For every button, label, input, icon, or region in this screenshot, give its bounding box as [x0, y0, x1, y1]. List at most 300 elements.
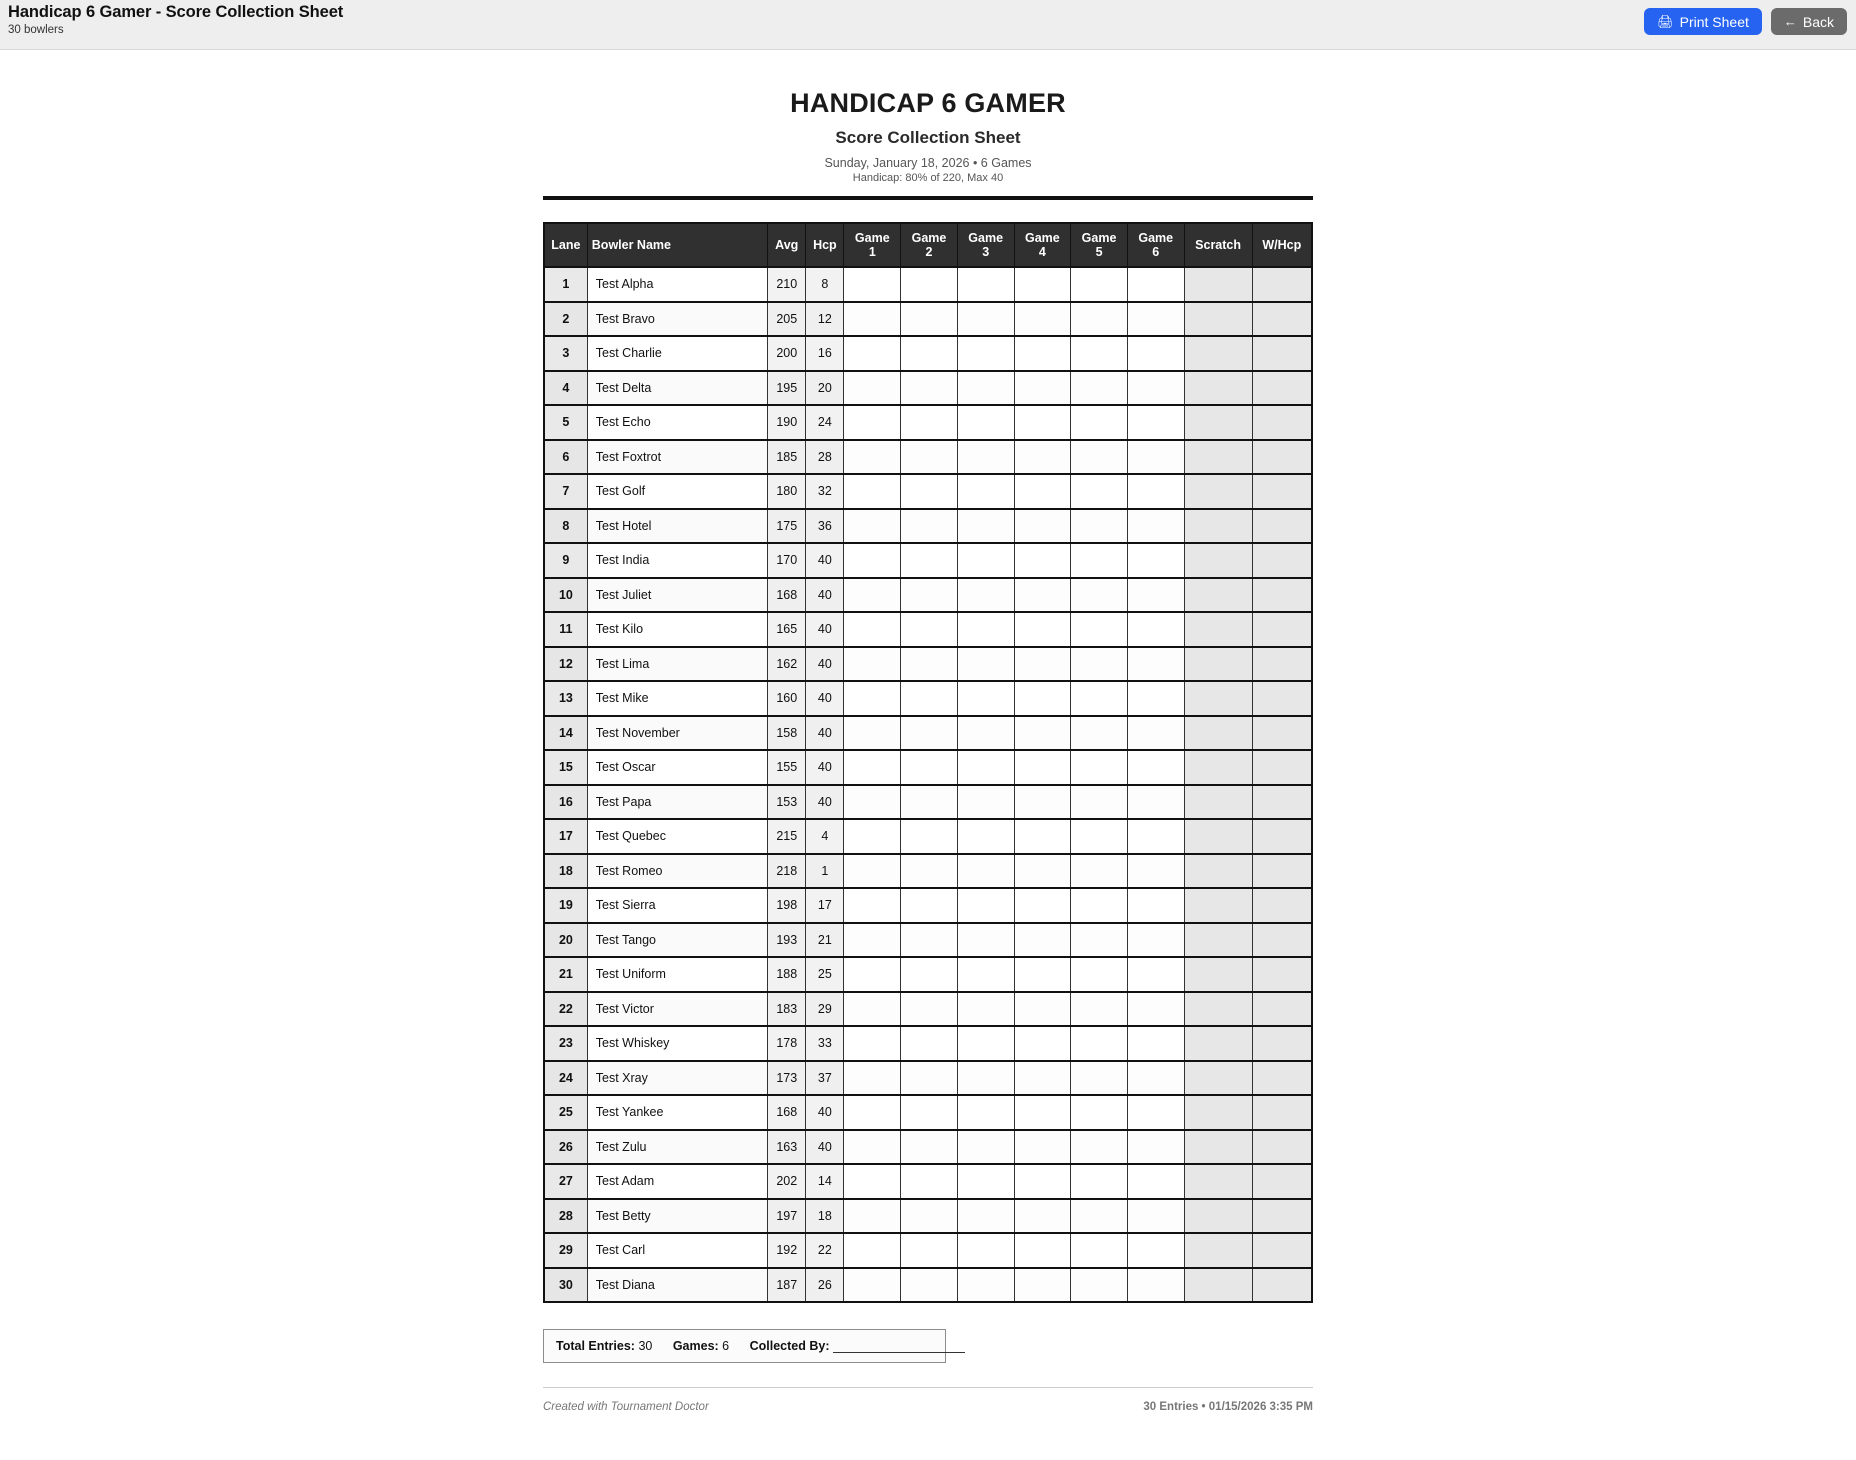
cell-hcp: 18 — [806, 1199, 844, 1234]
cell-game-3-entry[interactable] — [957, 750, 1014, 785]
collected-by-group — [750, 1339, 965, 1353]
cell-game-4-entry[interactable] — [1014, 1164, 1071, 1199]
cell-game-6-entry[interactable] — [1127, 440, 1184, 475]
cell-with-handicap-total[interactable] — [1252, 923, 1312, 958]
cell-game-5-entry[interactable] — [1071, 1268, 1128, 1303]
print-sheet-button[interactable] — [1644, 8, 1762, 35]
cell-game-1-entry[interactable] — [844, 750, 901, 785]
cell-game-4-entry[interactable] — [1014, 509, 1071, 544]
cell-game-1-entry[interactable] — [844, 923, 901, 958]
cell-lane: 18 — [544, 854, 587, 889]
cell-hcp: 40 — [806, 1130, 844, 1165]
cell-game-5-entry[interactable] — [1071, 785, 1128, 820]
cell-game-1-entry[interactable] — [844, 440, 901, 475]
cell-game-5-entry[interactable] — [1071, 543, 1128, 578]
cell-scratch-total[interactable] — [1184, 578, 1252, 613]
cell-scratch-total[interactable] — [1184, 405, 1252, 440]
cell-with-handicap-total[interactable] — [1252, 785, 1312, 820]
cell-game-4-entry[interactable] — [1014, 1199, 1071, 1234]
column-header-game-6: Game 6 — [1127, 223, 1184, 267]
cell-with-handicap-total[interactable] — [1252, 509, 1312, 544]
cell-lane: 28 — [544, 1199, 587, 1234]
cell-with-handicap-total[interactable] — [1252, 992, 1312, 1027]
cell-scratch-total[interactable] — [1184, 1199, 1252, 1234]
cell-game-2-entry[interactable] — [901, 509, 958, 544]
cell-avg: 178 — [768, 1026, 806, 1061]
cell-game-3-entry[interactable] — [957, 647, 1014, 682]
cell-game-6-entry[interactable] — [1127, 647, 1184, 682]
cell-game-1-entry[interactable] — [844, 474, 901, 509]
cell-with-handicap-total[interactable] — [1252, 957, 1312, 992]
cell-scratch-total[interactable] — [1184, 854, 1252, 889]
cell-game-2-entry[interactable] — [901, 819, 958, 854]
cell-game-3-entry[interactable] — [957, 1095, 1014, 1130]
cell-game-1-entry[interactable] — [844, 336, 901, 371]
cell-game-2-entry[interactable] — [901, 267, 958, 302]
table-row — [544, 716, 1312, 751]
cell-game-2-entry[interactable] — [901, 336, 958, 371]
cell-game-4-entry[interactable] — [1014, 267, 1071, 302]
cell-game-4-entry[interactable] — [1014, 888, 1071, 923]
cell-hcp: 24 — [806, 405, 844, 440]
cell-game-5-entry[interactable] — [1071, 854, 1128, 889]
cell-game-5-entry[interactable] — [1071, 1164, 1128, 1199]
cell-game-5-entry[interactable] — [1071, 440, 1128, 475]
cell-scratch-total[interactable] — [1184, 785, 1252, 820]
cell-scratch-total[interactable] — [1184, 1130, 1252, 1165]
cell-game-5-entry[interactable] — [1071, 1061, 1128, 1096]
cell-game-2-entry[interactable] — [901, 1130, 958, 1165]
cell-with-handicap-total[interactable] — [1252, 405, 1312, 440]
cell-game-3-entry[interactable] — [957, 957, 1014, 992]
cell-hcp: 40 — [806, 785, 844, 820]
cell-hcp: 33 — [806, 1026, 844, 1061]
cell-game-4-entry[interactable] — [1014, 1130, 1071, 1165]
cell-game-5-entry[interactable] — [1071, 405, 1128, 440]
cell-game-6-entry[interactable] — [1127, 1164, 1184, 1199]
cell-lane: 30 — [544, 1268, 587, 1303]
cell-scratch-total[interactable] — [1184, 647, 1252, 682]
cell-with-handicap-total[interactable] — [1252, 1095, 1312, 1130]
summary-box — [543, 1329, 946, 1363]
cell-lane: 29 — [544, 1233, 587, 1268]
cell-game-2-entry[interactable] — [901, 440, 958, 475]
back-label: Back — [1802, 13, 1834, 30]
cell-game-1-entry[interactable] — [844, 578, 901, 613]
cell-game-3-entry[interactable] — [957, 612, 1014, 647]
cell-game-6-entry[interactable] — [1127, 819, 1184, 854]
cell-game-3-entry[interactable] — [957, 336, 1014, 371]
cell-game-2-entry[interactable] — [901, 578, 958, 613]
cell-scratch-total[interactable] — [1184, 543, 1252, 578]
cell-scratch-total[interactable] — [1184, 1233, 1252, 1268]
cell-game-5-entry[interactable] — [1071, 647, 1128, 682]
cell-game-1-entry[interactable] — [844, 509, 901, 544]
cell-game-1-entry[interactable] — [844, 1061, 901, 1096]
cell-with-handicap-total[interactable] — [1252, 716, 1312, 751]
cell-scratch-total[interactable] — [1184, 1164, 1252, 1199]
cell-game-4-entry[interactable] — [1014, 474, 1071, 509]
cell-lane: 26 — [544, 1130, 587, 1165]
cell-game-1-entry[interactable] — [844, 302, 901, 337]
cell-game-1-entry[interactable] — [844, 1233, 901, 1268]
cell-scratch-total[interactable] — [1184, 992, 1252, 1027]
cell-game-1-entry[interactable] — [844, 957, 901, 992]
table-row — [544, 854, 1312, 889]
cell-game-3-entry[interactable] — [957, 1164, 1014, 1199]
cell-game-2-entry[interactable] — [901, 647, 958, 682]
cell-game-4-entry[interactable] — [1014, 647, 1071, 682]
cell-game-1-entry[interactable] — [844, 992, 901, 1027]
cell-hcp: 29 — [806, 992, 844, 1027]
cell-game-5-entry[interactable] — [1071, 888, 1128, 923]
table-row — [544, 267, 1312, 302]
cell-avg: 187 — [768, 1268, 806, 1303]
cell-game-2-entry[interactable] — [901, 1026, 958, 1061]
cell-game-5-entry[interactable] — [1071, 509, 1128, 544]
cell-game-3-entry[interactable] — [957, 716, 1014, 751]
cell-game-3-entry[interactable] — [957, 1268, 1014, 1303]
cell-game-5-entry[interactable] — [1071, 923, 1128, 958]
cell-game-2-entry[interactable] — [901, 681, 958, 716]
cell-game-6-entry[interactable] — [1127, 992, 1184, 1027]
cell-scratch-total[interactable] — [1184, 612, 1252, 647]
table-row — [544, 819, 1312, 854]
cell-hcp: 40 — [806, 681, 844, 716]
printer-icon: 🖨 — [1657, 14, 1674, 29]
cell-game-4-entry[interactable] — [1014, 1061, 1071, 1096]
cell-with-handicap-total[interactable] — [1252, 1130, 1312, 1165]
cell-game-6-entry[interactable] — [1127, 1268, 1184, 1303]
app-header-actions — [1644, 8, 1847, 35]
cell-game-2-entry[interactable] — [901, 302, 958, 337]
cell-game-6-entry[interactable] — [1127, 1026, 1184, 1061]
cell-game-4-entry[interactable] — [1014, 854, 1071, 889]
cell-with-handicap-total[interactable] — [1252, 302, 1312, 337]
table-row — [544, 785, 1312, 820]
cell-game-4-entry[interactable] — [1014, 923, 1071, 958]
cell-game-5-entry[interactable] — [1071, 302, 1128, 337]
cell-game-4-entry[interactable] — [1014, 440, 1071, 475]
cell-lane: 25 — [544, 1095, 587, 1130]
column-header-with-handicap: W/Hcp — [1252, 223, 1312, 267]
cell-game-4-entry[interactable] — [1014, 405, 1071, 440]
cell-game-3-entry[interactable] — [957, 819, 1014, 854]
cell-game-6-entry[interactable] — [1127, 785, 1184, 820]
cell-game-6-entry[interactable] — [1127, 750, 1184, 785]
cell-hcp: 40 — [806, 716, 844, 751]
cell-game-4-entry[interactable] — [1014, 543, 1071, 578]
cell-game-4-entry[interactable] — [1014, 819, 1071, 854]
cell-bowler-name: Test Zulu — [587, 1130, 767, 1165]
cell-game-4-entry[interactable] — [1014, 785, 1071, 820]
cell-game-1-entry[interactable] — [844, 267, 901, 302]
cell-game-6-entry[interactable] — [1127, 509, 1184, 544]
document-title: HANDICAP 6 GAMER — [790, 88, 1066, 118]
cell-game-1-entry[interactable] — [844, 1130, 901, 1165]
table-row — [544, 923, 1312, 958]
cell-scratch-total[interactable] — [1184, 1268, 1252, 1303]
cell-game-6-entry[interactable] — [1127, 888, 1184, 923]
cell-with-handicap-total[interactable] — [1252, 750, 1312, 785]
cell-game-5-entry[interactable] — [1071, 750, 1128, 785]
cell-game-1-entry[interactable] — [844, 888, 901, 923]
cell-game-5-entry[interactable] — [1071, 1199, 1128, 1234]
cell-with-handicap-total[interactable] — [1252, 819, 1312, 854]
cell-game-6-entry[interactable] — [1127, 923, 1184, 958]
cell-game-5-entry[interactable] — [1071, 957, 1128, 992]
cell-game-2-entry[interactable] — [901, 1199, 958, 1234]
column-header-game-5: Game 5 — [1071, 223, 1128, 267]
cell-game-4-entry[interactable] — [1014, 612, 1071, 647]
cell-with-handicap-total[interactable] — [1252, 1061, 1312, 1096]
cell-with-handicap-total[interactable] — [1252, 888, 1312, 923]
cell-bowler-name: Test Golf — [587, 474, 767, 509]
cell-game-6-entry[interactable] — [1127, 578, 1184, 613]
cell-game-5-entry[interactable] — [1071, 267, 1128, 302]
cell-scratch-total[interactable] — [1184, 1026, 1252, 1061]
cell-with-handicap-total[interactable] — [1252, 1233, 1312, 1268]
cell-game-3-entry[interactable] — [957, 474, 1014, 509]
cell-avg: 153 — [768, 785, 806, 820]
cell-lane: 6 — [544, 440, 587, 475]
cell-scratch-total[interactable] — [1184, 1095, 1252, 1130]
cell-game-6-entry[interactable] — [1127, 1095, 1184, 1130]
cell-game-6-entry[interactable] — [1127, 336, 1184, 371]
cell-game-2-entry[interactable] — [901, 854, 958, 889]
cell-game-3-entry[interactable] — [957, 785, 1014, 820]
cell-lane: 16 — [544, 785, 587, 820]
cell-bowler-name: Test Diana — [587, 1268, 767, 1303]
cell-game-3-entry[interactable] — [957, 1026, 1014, 1061]
cell-scratch-total[interactable] — [1184, 509, 1252, 544]
cell-game-3-entry[interactable] — [957, 578, 1014, 613]
cell-game-2-entry[interactable] — [901, 716, 958, 751]
cell-game-3-entry[interactable] — [957, 1233, 1014, 1268]
cell-game-4-entry[interactable] — [1014, 336, 1071, 371]
cell-game-2-entry[interactable] — [901, 957, 958, 992]
cell-game-5-entry[interactable] — [1071, 716, 1128, 751]
table-row — [544, 992, 1312, 1027]
cell-game-3-entry[interactable] — [957, 923, 1014, 958]
cell-game-4-entry[interactable] — [1014, 957, 1071, 992]
cell-with-handicap-total[interactable] — [1252, 440, 1312, 475]
cell-with-handicap-total[interactable] — [1252, 854, 1312, 889]
cell-game-2-entry[interactable] — [901, 474, 958, 509]
cell-game-1-entry[interactable] — [844, 854, 901, 889]
cell-game-5-entry[interactable] — [1071, 578, 1128, 613]
cell-game-1-entry[interactable] — [844, 681, 901, 716]
cell-game-5-entry[interactable] — [1071, 1095, 1128, 1130]
cell-game-5-entry[interactable] — [1071, 992, 1128, 1027]
cell-game-6-entry[interactable] — [1127, 1061, 1184, 1096]
cell-game-6-entry[interactable] — [1127, 405, 1184, 440]
cell-game-6-entry[interactable] — [1127, 302, 1184, 337]
cell-game-5-entry[interactable] — [1071, 681, 1128, 716]
cell-avg: 180 — [768, 474, 806, 509]
cell-scratch-total[interactable] — [1184, 302, 1252, 337]
cell-hcp: 36 — [806, 509, 844, 544]
cell-game-3-entry[interactable] — [957, 1130, 1014, 1165]
cell-scratch-total[interactable] — [1184, 888, 1252, 923]
cell-game-5-entry[interactable] — [1071, 612, 1128, 647]
cell-with-handicap-total[interactable] — [1252, 578, 1312, 613]
cell-game-6-entry[interactable] — [1127, 474, 1184, 509]
cell-game-3-entry[interactable] — [957, 509, 1014, 544]
cell-game-2-entry[interactable] — [901, 405, 958, 440]
cell-with-handicap-total[interactable] — [1252, 543, 1312, 578]
cell-with-handicap-total[interactable] — [1252, 371, 1312, 406]
cell-hcp: 22 — [806, 1233, 844, 1268]
back-button[interactable] — [1771, 8, 1847, 35]
cell-game-3-entry[interactable] — [957, 405, 1014, 440]
cell-game-2-entry[interactable] — [901, 888, 958, 923]
cell-game-2-entry[interactable] — [901, 1268, 958, 1303]
cell-game-1-entry[interactable] — [844, 1095, 901, 1130]
cell-game-1-entry[interactable] — [844, 371, 901, 406]
cell-lane: 23 — [544, 1026, 587, 1061]
cell-game-1-entry[interactable] — [844, 543, 901, 578]
cell-game-2-entry[interactable] — [901, 992, 958, 1027]
cell-with-handicap-total[interactable] — [1252, 1268, 1312, 1303]
cell-game-3-entry[interactable] — [957, 267, 1014, 302]
cell-game-1-entry[interactable] — [844, 1026, 901, 1061]
cell-scratch-total[interactable] — [1184, 1061, 1252, 1096]
table-row — [544, 371, 1312, 406]
cell-game-2-entry[interactable] — [901, 750, 958, 785]
cell-game-2-entry[interactable] — [901, 543, 958, 578]
cell-scratch-total[interactable] — [1184, 267, 1252, 302]
cell-game-2-entry[interactable] — [901, 612, 958, 647]
document-date-games: Sunday, January 18, 2026 • 6 Games — [824, 156, 1032, 170]
cell-with-handicap-total[interactable] — [1252, 1026, 1312, 1061]
cell-game-4-entry[interactable] — [1014, 992, 1071, 1027]
cell-bowler-name: Test Xray — [587, 1061, 767, 1096]
cell-with-handicap-total[interactable] — [1252, 474, 1312, 509]
cell-avg: 183 — [768, 992, 806, 1027]
cell-game-1-entry[interactable] — [844, 1199, 901, 1234]
cell-game-3-entry[interactable] — [957, 371, 1014, 406]
cell-game-5-entry[interactable] — [1071, 336, 1128, 371]
cell-game-1-entry[interactable] — [844, 612, 901, 647]
cell-game-2-entry[interactable] — [901, 1233, 958, 1268]
cell-game-6-entry[interactable] — [1127, 957, 1184, 992]
document-footer — [543, 1387, 1313, 1413]
cell-game-1-entry[interactable] — [844, 1164, 901, 1199]
cell-game-6-entry[interactable] — [1127, 371, 1184, 406]
column-header-game-4: Game 4 — [1014, 223, 1071, 267]
cell-with-handicap-total[interactable] — [1252, 336, 1312, 371]
cell-game-4-entry[interactable] — [1014, 1233, 1071, 1268]
cell-game-3-entry[interactable] — [957, 992, 1014, 1027]
cell-game-5-entry[interactable] — [1071, 819, 1128, 854]
cell-game-6-entry[interactable] — [1127, 1130, 1184, 1165]
cell-game-6-entry[interactable] — [1127, 1199, 1184, 1234]
cell-game-4-entry[interactable] — [1014, 302, 1071, 337]
cell-game-6-entry[interactable] — [1127, 267, 1184, 302]
cell-game-6-entry[interactable] — [1127, 854, 1184, 889]
cell-lane: 17 — [544, 819, 587, 854]
cell-game-3-entry[interactable] — [957, 440, 1014, 475]
cell-game-3-entry[interactable] — [957, 854, 1014, 889]
cell-game-3-entry[interactable] — [957, 1199, 1014, 1234]
collected-by-write-in-line[interactable] — [833, 1341, 965, 1353]
cell-game-4-entry[interactable] — [1014, 578, 1071, 613]
cell-game-4-entry[interactable] — [1014, 1268, 1071, 1303]
cell-game-4-entry[interactable] — [1014, 371, 1071, 406]
cell-game-1-entry[interactable] — [844, 1268, 901, 1303]
cell-game-1-entry[interactable] — [844, 647, 901, 682]
cell-game-2-entry[interactable] — [901, 1095, 958, 1130]
cell-game-3-entry[interactable] — [957, 681, 1014, 716]
cell-scratch-total[interactable] — [1184, 336, 1252, 371]
cell-scratch-total[interactable] — [1184, 716, 1252, 751]
cell-bowler-name: Test Tango — [587, 923, 767, 958]
cell-game-3-entry[interactable] — [957, 543, 1014, 578]
cell-game-6-entry[interactable] — [1127, 716, 1184, 751]
cell-game-3-entry[interactable] — [957, 302, 1014, 337]
cell-scratch-total[interactable] — [1184, 371, 1252, 406]
cell-scratch-total[interactable] — [1184, 474, 1252, 509]
cell-game-6-entry[interactable] — [1127, 1233, 1184, 1268]
cell-scratch-total[interactable] — [1184, 819, 1252, 854]
cell-game-4-entry[interactable] — [1014, 750, 1071, 785]
cell-game-4-entry[interactable] — [1014, 1026, 1071, 1061]
total-entries-group — [556, 1339, 656, 1353]
cell-game-5-entry[interactable] — [1071, 474, 1128, 509]
cell-with-handicap-total[interactable] — [1252, 647, 1312, 682]
cell-avg: 215 — [768, 819, 806, 854]
cell-game-2-entry[interactable] — [901, 923, 958, 958]
cell-scratch-total[interactable] — [1184, 440, 1252, 475]
cell-game-1-entry[interactable] — [844, 716, 901, 751]
cell-game-1-entry[interactable] — [844, 785, 901, 820]
cell-game-4-entry[interactable] — [1014, 1095, 1071, 1130]
cell-game-2-entry[interactable] — [901, 371, 958, 406]
cell-game-5-entry[interactable] — [1071, 1233, 1128, 1268]
table-header-row — [544, 223, 1312, 267]
cell-game-6-entry[interactable] — [1127, 681, 1184, 716]
cell-game-2-entry[interactable] — [901, 785, 958, 820]
cell-game-6-entry[interactable] — [1127, 543, 1184, 578]
cell-game-4-entry[interactable] — [1014, 681, 1071, 716]
cell-game-2-entry[interactable] — [901, 1164, 958, 1199]
table-row — [544, 543, 1312, 578]
cell-scratch-total[interactable] — [1184, 681, 1252, 716]
cell-with-handicap-total[interactable] — [1252, 267, 1312, 302]
cell-game-5-entry[interactable] — [1071, 1026, 1128, 1061]
cell-scratch-total[interactable] — [1184, 750, 1252, 785]
cell-lane: 9 — [544, 543, 587, 578]
cell-scratch-total[interactable] — [1184, 923, 1252, 958]
cell-game-3-entry[interactable] — [957, 888, 1014, 923]
cell-game-1-entry[interactable] — [844, 819, 901, 854]
cell-scratch-total[interactable] — [1184, 957, 1252, 992]
cell-with-handicap-total[interactable] — [1252, 1164, 1312, 1199]
cell-with-handicap-total[interactable] — [1252, 612, 1312, 647]
cell-avg: 185 — [768, 440, 806, 475]
cell-game-6-entry[interactable] — [1127, 612, 1184, 647]
cell-game-3-entry[interactable] — [957, 1061, 1014, 1096]
cell-game-1-entry[interactable] — [844, 405, 901, 440]
cell-with-handicap-total[interactable] — [1252, 681, 1312, 716]
cell-with-handicap-total[interactable] — [1252, 1199, 1312, 1234]
cell-game-5-entry[interactable] — [1071, 371, 1128, 406]
cell-game-4-entry[interactable] — [1014, 716, 1071, 751]
cell-game-2-entry[interactable] — [901, 1061, 958, 1096]
cell-bowler-name: Test Whiskey — [587, 1026, 767, 1061]
cell-game-5-entry[interactable] — [1071, 1130, 1128, 1165]
